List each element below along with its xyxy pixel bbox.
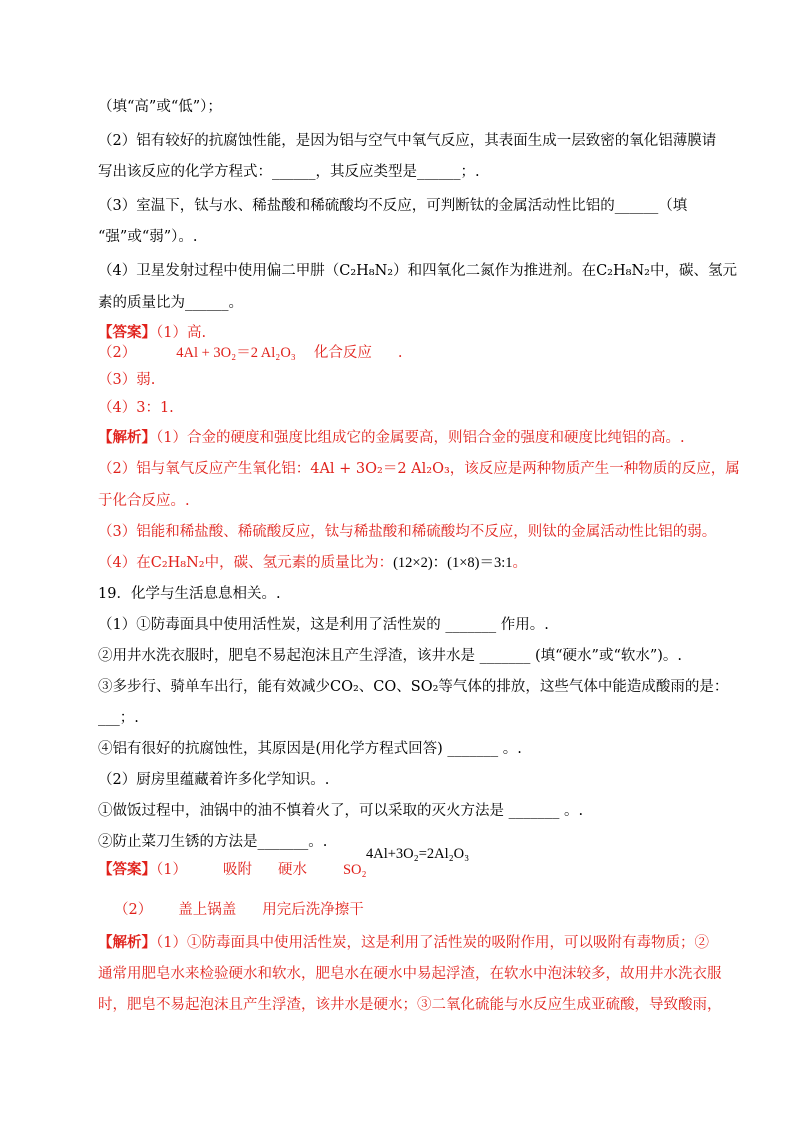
question-line: ④铝有很好的抗腐蚀性，其原因是(用化学方程式回答) _______ 。.	[98, 741, 522, 757]
question-line: （3）室温下，钛与水、稀盐酸和稀硫酸均不反应，可判断钛的金属活动性比铝的______（填	[98, 198, 688, 214]
analysis-line	[98, 553, 527, 573]
analysis-line: 通常用肥皂水来检验硬水和软水，肥皂水在硬水中易起浮渣，在软水中泡沫较多，故用井水洗衣服	[98, 966, 722, 982]
question-line: （填“高”或“低”）；	[98, 99, 222, 115]
answer-tag: 【答案】	[98, 324, 156, 341]
answer-number: （1）	[156, 862, 187, 878]
analysis-line	[98, 428, 685, 448]
analysis-line: （2）铝与氧气反应产生氧化铝：4Al + 3O₂＝2 Al₂O₃，该反应是两种物质产生一种物质的反应，属	[98, 461, 740, 477]
reaction-type: 化合反应	[313, 345, 372, 361]
question-line: ①做饭过程中，油锅中的油不慎着火了，可以采取的灭火方法是 _______ 。.	[98, 803, 584, 819]
question-line: （2）厨房里蕴藏着许多化学知识。.	[98, 772, 330, 788]
question-line: （4）卫星发射过程中使用偏二甲肼（C₂H₈N₂）和四氧化二氮作为推进剂。在C₂H₈N₂中，碳、氢元	[98, 263, 737, 279]
answer-item: （1）高.	[156, 325, 207, 341]
answer-tag: 【答案】	[98, 861, 156, 878]
question-line: ③多步行、骑单车出行，能有效减少CO₂、CO、SO₂等气体的排放，这些气体中能造成酸雨的是：	[98, 679, 729, 695]
answer-line: （3）弱.	[98, 372, 156, 388]
question-line: （2）铝有较好的抗腐蚀性能，是因为铝与空气中氧气反应，其表面生成一层致密的氧化铝薄膜请	[98, 133, 717, 149]
question-line: 写出该反应的化学方程式：______，其反应类型是______；.	[98, 164, 480, 180]
analysis-text: （1）①防毒面具中使用活性炭，这是利用了活性炭的吸附作用，可以吸附有毒物质；②	[156, 935, 709, 951]
question-title: 19．化学与生活息息相关。.	[98, 586, 281, 602]
answer-line	[114, 900, 364, 920]
analysis-tail: 。	[512, 555, 528, 571]
answer-value: 盖上锅盖	[178, 902, 237, 918]
question-line: 素的质量比为______。	[98, 295, 243, 311]
answer-line	[98, 323, 206, 343]
chemical-equation: 4Al + 3O₂＝2 Al₂O₃	[176, 345, 296, 361]
answer-tail: .	[397, 345, 403, 361]
analysis-tag: 【解析】	[98, 429, 156, 446]
question-line: ②用井水洗衣服时，肥皂不易起泡沫且产生浮渣，该井水是 _______ (填“硬水”或“软水”)。.	[98, 648, 683, 664]
analysis-line: 于化合反应。.	[98, 493, 190, 509]
answer-value: 硬水	[277, 862, 307, 878]
analysis-text: （4）在C₂H₈N₂中，碳、氢元素的质量比为：	[98, 555, 394, 571]
analysis-tag: 【解析】	[98, 934, 156, 951]
answer-number: （2）	[98, 345, 137, 361]
answer-value: SO₂	[342, 862, 367, 878]
mass-ratio-formula: (12×2)：(1×8)＝3:1	[393, 555, 513, 571]
question-line: ②防止菜刀生锈的方法是_______。.	[98, 834, 328, 850]
question-line: ___；.	[98, 710, 139, 726]
answer-line	[98, 860, 367, 880]
answer-number: （2）	[114, 902, 153, 918]
analysis-line: （3）铝能和稀盐酸、稀硫酸反应，钛与稀盐酸和稀硫酸均不反应，则钛的金属活动性比铝的弱。	[98, 524, 717, 540]
chemical-equation: 4Al+3O₂=2Al₂O₃	[366, 846, 470, 862]
question-line: “强”或“弱”）。.	[98, 229, 198, 245]
answer-line: （4）3：1.	[98, 400, 174, 416]
question-line: （1）①防毒面具中使用活性炭，这是利用了活性炭的 _______ 作用。.	[98, 617, 549, 633]
answer-value: 吸附	[222, 862, 252, 878]
answer-value: 用完后洗净擦干	[262, 902, 364, 918]
analysis-line	[98, 933, 709, 953]
analysis-line: 时，肥皂不易起泡沫且产生浮渣，该井水是硬水；③二氧化硫能与水反应生成亚硫酸，导致酸雨，	[98, 997, 722, 1013]
answer-line	[98, 343, 402, 363]
analysis-text: （1）合金的硬度和强度比组成它的金属要高，则铝合金的强度和硬度比纯铝的高。.	[156, 430, 685, 446]
